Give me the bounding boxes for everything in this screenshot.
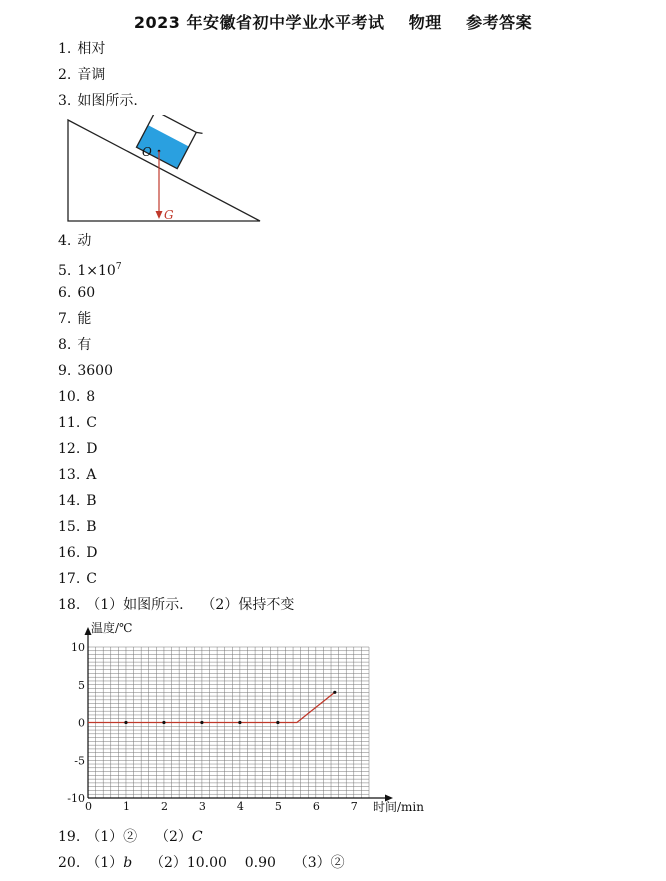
answer-item-3	[58, 92, 138, 110]
item-answer: （1）如图所示. （2）保持不变	[86, 597, 295, 613]
item-answer: 60	[77, 285, 96, 301]
answer-item-12	[58, 440, 98, 458]
item-answer: 8	[86, 389, 96, 405]
item-answer-exponent: 7	[115, 262, 122, 272]
item-answer-italic: b	[123, 855, 133, 871]
item-number: 10.	[58, 389, 81, 405]
answer-item-16	[58, 544, 98, 562]
x-tick-label: 7	[350, 800, 358, 813]
chart-x-label: 时间/min	[373, 800, 424, 814]
answer-item-10	[58, 388, 95, 406]
data-point	[200, 721, 203, 724]
y-tick-label: 0	[78, 716, 85, 730]
water-cup	[136, 115, 202, 171]
answer-item-2	[58, 66, 105, 84]
incline-figure	[60, 115, 270, 227]
x-tick-label: 1	[122, 800, 130, 813]
item-number: 2.	[58, 67, 72, 83]
item-number: 6.	[58, 285, 72, 301]
item-answer-base: 1×10	[77, 262, 116, 279]
item-answer: D	[86, 441, 98, 457]
item-number: 11.	[58, 415, 81, 431]
item-answer: 音调	[77, 67, 106, 83]
item-number: 18.	[58, 597, 81, 613]
chart-y-label: 温度/℃	[91, 621, 133, 635]
answer-item-13	[58, 466, 96, 484]
x-tick-label: 4	[236, 800, 244, 813]
x-tick-label: 3	[198, 800, 206, 813]
x-tick-label: 0	[85, 800, 92, 813]
temperature-time-chart	[30, 620, 430, 820]
x-tick-label: 2	[160, 800, 168, 813]
item-answer: （1）② （2）	[86, 829, 192, 845]
answer-item-5	[58, 258, 122, 280]
answer-item-15	[58, 518, 97, 536]
answer-item-1	[58, 40, 105, 58]
item-number: 16.	[58, 545, 81, 561]
item-number: 8.	[58, 337, 72, 353]
item-number: 9.	[58, 363, 72, 379]
item-answer: C	[86, 571, 97, 587]
item-answer: 动	[77, 233, 92, 249]
answer-item-11	[58, 414, 97, 432]
answer-item-6	[58, 284, 95, 302]
item-answer: （1）	[86, 855, 124, 871]
item-answer: B	[86, 493, 97, 509]
item-answer: 如图所示.	[77, 93, 138, 109]
answer-item-4	[58, 232, 91, 250]
item-answer: 有	[77, 337, 92, 353]
item-number: 7.	[58, 311, 72, 327]
y-tick-label: 10	[71, 641, 85, 654]
answer-item-17	[58, 570, 97, 588]
item-answer: A	[86, 467, 97, 483]
item-number: 19.	[58, 829, 81, 845]
item-answer: 相对	[77, 41, 106, 57]
answer-item-14	[58, 492, 97, 510]
data-point	[238, 721, 241, 724]
page-title: 2023 年安徽省初中学业水平考试 物理 参考答案	[133, 13, 533, 32]
answer-item-7	[58, 310, 91, 328]
label-g: G	[164, 208, 174, 222]
answer-item-9	[58, 362, 113, 380]
answer-item-18	[58, 596, 294, 614]
item-answer-italic: C	[191, 829, 203, 845]
label-o: O	[142, 145, 152, 159]
answer-item-8	[58, 336, 91, 354]
data-point	[333, 691, 336, 694]
data-point	[124, 721, 127, 724]
item-number: 4.	[58, 233, 72, 249]
item-answer: C	[86, 415, 97, 431]
x-tick-label: 5	[274, 800, 282, 813]
answer-item-20	[58, 854, 345, 872]
answer-item-19	[58, 828, 203, 846]
item-number: 15.	[58, 519, 81, 535]
cup-lip	[196, 131, 202, 136]
item-answer: B	[86, 519, 97, 535]
y-tick-label: -5	[74, 754, 85, 768]
item-answer-rest: （2）10.00 0.90 （3）②	[132, 855, 345, 871]
y-tick-label: -10	[67, 792, 85, 805]
item-answer: D	[86, 545, 98, 561]
item-number: 13.	[58, 467, 81, 483]
y-tick-label: 5	[78, 678, 85, 692]
item-number: 3.	[58, 93, 72, 109]
item-number: 20.	[58, 855, 81, 871]
gravity-arrow-head	[156, 211, 163, 219]
item-number: 5.	[58, 262, 72, 279]
item-answer: 能	[77, 311, 92, 327]
item-number: 12.	[58, 441, 81, 457]
item-number: 1.	[58, 41, 72, 57]
item-answer: 3600	[77, 363, 113, 379]
item-number: 14.	[58, 493, 81, 509]
data-point	[162, 721, 165, 724]
data-point	[276, 721, 279, 724]
x-tick-label: 6	[312, 800, 320, 813]
item-number: 17.	[58, 571, 81, 587]
